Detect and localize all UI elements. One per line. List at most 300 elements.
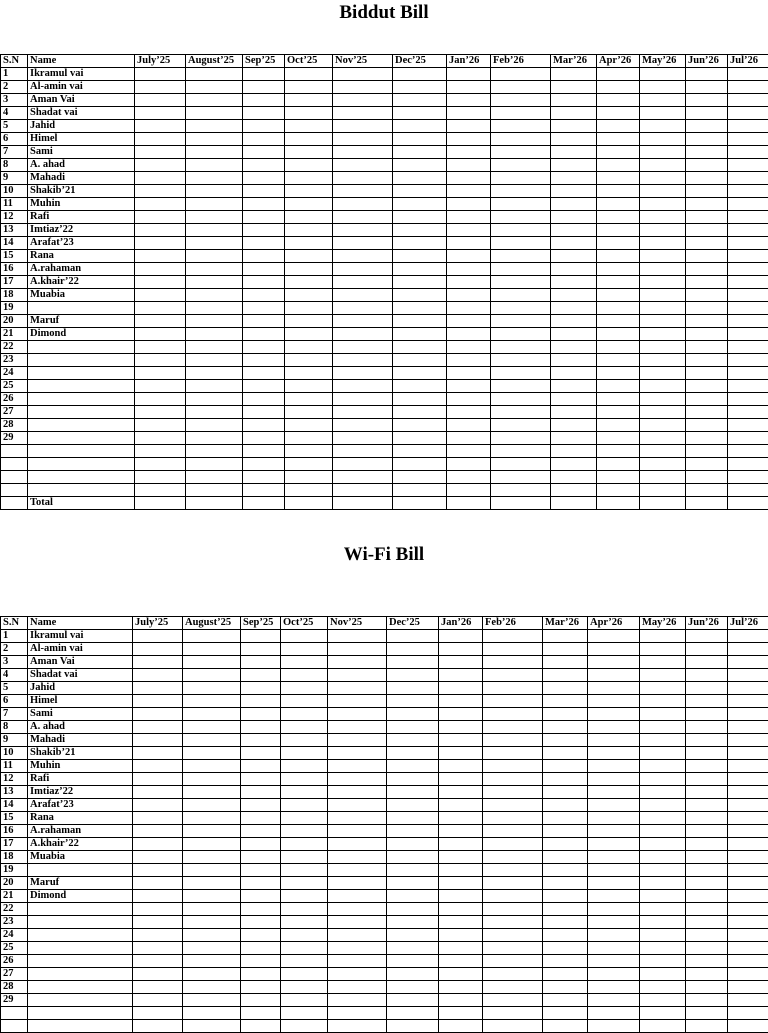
bill-amount-cell[interactable] <box>393 172 447 185</box>
bill-amount-cell[interactable] <box>186 263 243 276</box>
bill-amount-cell[interactable] <box>640 393 686 406</box>
bill-amount-cell[interactable] <box>640 432 686 445</box>
bill-amount-cell[interactable] <box>133 929 183 942</box>
bill-amount-cell[interactable] <box>439 682 483 695</box>
bill-amount-cell[interactable] <box>183 643 241 656</box>
bill-amount-cell[interactable] <box>447 497 491 510</box>
bill-amount-cell[interactable] <box>243 354 285 367</box>
bill-amount-cell[interactable] <box>328 799 387 812</box>
bill-amount-cell[interactable] <box>183 864 241 877</box>
bill-amount-cell[interactable] <box>551 146 597 159</box>
bill-amount-cell[interactable] <box>285 211 333 224</box>
bill-amount-cell[interactable] <box>439 1007 483 1020</box>
bill-amount-cell[interactable] <box>285 185 333 198</box>
bill-amount-cell[interactable] <box>640 107 686 120</box>
bill-amount-cell[interactable] <box>543 669 588 682</box>
bill-amount-cell[interactable] <box>640 211 686 224</box>
bill-amount-cell[interactable] <box>393 146 447 159</box>
bill-amount-cell[interactable] <box>686 354 728 367</box>
bill-amount-cell[interactable] <box>551 224 597 237</box>
bill-amount-cell[interactable] <box>728 1020 768 1033</box>
bill-amount-cell[interactable] <box>640 656 686 669</box>
bill-amount-cell[interactable] <box>728 825 768 838</box>
bill-amount-cell[interactable] <box>686 656 728 669</box>
bill-amount-cell[interactable] <box>551 120 597 133</box>
bill-amount-cell[interactable] <box>393 133 447 146</box>
bill-amount-cell[interactable] <box>551 393 597 406</box>
bill-amount-cell[interactable] <box>333 120 393 133</box>
bill-amount-cell[interactable] <box>241 1020 281 1033</box>
bill-amount-cell[interactable] <box>439 968 483 981</box>
bill-amount-cell[interactable] <box>447 393 491 406</box>
bill-amount-cell[interactable] <box>393 367 447 380</box>
bill-amount-cell[interactable] <box>543 942 588 955</box>
bill-amount-cell[interactable] <box>393 328 447 341</box>
bill-amount-cell[interactable] <box>728 146 768 159</box>
bill-amount-cell[interactable] <box>439 864 483 877</box>
bill-amount-cell[interactable] <box>491 133 551 146</box>
bill-amount-cell[interactable] <box>387 669 439 682</box>
bill-amount-cell[interactable] <box>597 172 640 185</box>
bill-amount-cell[interactable] <box>597 237 640 250</box>
bill-amount-cell[interactable] <box>483 708 543 721</box>
bill-amount-cell[interactable] <box>491 120 551 133</box>
bill-amount-cell[interactable] <box>439 630 483 643</box>
bill-amount-cell[interactable] <box>133 851 183 864</box>
bill-amount-cell[interactable] <box>640 237 686 250</box>
bill-amount-cell[interactable] <box>447 484 491 497</box>
bill-amount-cell[interactable] <box>483 942 543 955</box>
bill-amount-cell[interactable] <box>597 211 640 224</box>
bill-amount-cell[interactable] <box>640 890 686 903</box>
bill-amount-cell[interactable] <box>241 929 281 942</box>
bill-amount-cell[interactable] <box>640 682 686 695</box>
bill-amount-cell[interactable] <box>281 773 328 786</box>
bill-amount-cell[interactable] <box>285 133 333 146</box>
bill-amount-cell[interactable] <box>243 107 285 120</box>
bill-amount-cell[interactable] <box>686 471 728 484</box>
bill-amount-cell[interactable] <box>333 185 393 198</box>
bill-amount-cell[interactable] <box>597 445 640 458</box>
bill-amount-cell[interactable] <box>387 656 439 669</box>
bill-amount-cell[interactable] <box>186 380 243 393</box>
bill-amount-cell[interactable] <box>491 341 551 354</box>
bill-amount-cell[interactable] <box>439 747 483 760</box>
bill-amount-cell[interactable] <box>588 799 640 812</box>
bill-amount-cell[interactable] <box>686 838 728 851</box>
bill-amount-cell[interactable] <box>285 406 333 419</box>
bill-amount-cell[interactable] <box>728 747 768 760</box>
bill-amount-cell[interactable] <box>393 406 447 419</box>
bill-amount-cell[interactable] <box>393 185 447 198</box>
bill-amount-cell[interactable] <box>243 198 285 211</box>
bill-amount-cell[interactable] <box>543 708 588 721</box>
bill-amount-cell[interactable] <box>135 133 186 146</box>
bill-amount-cell[interactable] <box>387 825 439 838</box>
bill-amount-cell[interactable] <box>686 250 728 263</box>
bill-amount-cell[interactable] <box>183 695 241 708</box>
bill-amount-cell[interactable] <box>597 224 640 237</box>
bill-amount-cell[interactable] <box>241 747 281 760</box>
bill-amount-cell[interactable] <box>728 393 768 406</box>
bill-amount-cell[interactable] <box>133 1007 183 1020</box>
bill-amount-cell[interactable] <box>640 929 686 942</box>
bill-amount-cell[interactable] <box>640 1020 686 1033</box>
bill-amount-cell[interactable] <box>447 146 491 159</box>
bill-amount-cell[interactable] <box>597 68 640 81</box>
bill-amount-cell[interactable] <box>285 445 333 458</box>
bill-amount-cell[interactable] <box>333 432 393 445</box>
bill-amount-cell[interactable] <box>491 471 551 484</box>
bill-amount-cell[interactable] <box>186 484 243 497</box>
bill-amount-cell[interactable] <box>728 734 768 747</box>
bill-amount-cell[interactable] <box>728 302 768 315</box>
bill-amount-cell[interactable] <box>588 825 640 838</box>
bill-amount-cell[interactable] <box>597 263 640 276</box>
bill-amount-cell[interactable] <box>186 159 243 172</box>
bill-amount-cell[interactable] <box>728 107 768 120</box>
bill-amount-cell[interactable] <box>640 380 686 393</box>
bill-amount-cell[interactable] <box>243 315 285 328</box>
bill-amount-cell[interactable] <box>439 799 483 812</box>
bill-amount-cell[interactable] <box>243 172 285 185</box>
bill-amount-cell[interactable] <box>640 812 686 825</box>
bill-amount-cell[interactable] <box>281 838 328 851</box>
bill-amount-cell[interactable] <box>281 877 328 890</box>
bill-amount-cell[interactable] <box>285 198 333 211</box>
bill-amount-cell[interactable] <box>686 1020 728 1033</box>
bill-amount-cell[interactable] <box>597 458 640 471</box>
bill-amount-cell[interactable] <box>483 734 543 747</box>
bill-amount-cell[interactable] <box>640 263 686 276</box>
bill-amount-cell[interactable] <box>551 419 597 432</box>
bill-amount-cell[interactable] <box>491 315 551 328</box>
bill-amount-cell[interactable] <box>135 185 186 198</box>
bill-amount-cell[interactable] <box>241 734 281 747</box>
bill-amount-cell[interactable] <box>483 721 543 734</box>
bill-amount-cell[interactable] <box>686 799 728 812</box>
bill-amount-cell[interactable] <box>728 851 768 864</box>
bill-amount-cell[interactable] <box>183 786 241 799</box>
bill-amount-cell[interactable] <box>133 864 183 877</box>
bill-amount-cell[interactable] <box>686 367 728 380</box>
bill-amount-cell[interactable] <box>333 445 393 458</box>
bill-amount-cell[interactable] <box>183 734 241 747</box>
bill-amount-cell[interactable] <box>447 289 491 302</box>
bill-amount-cell[interactable] <box>393 94 447 107</box>
bill-amount-cell[interactable] <box>393 341 447 354</box>
bill-amount-cell[interactable] <box>640 146 686 159</box>
bill-amount-cell[interactable] <box>551 94 597 107</box>
bill-amount-cell[interactable] <box>588 747 640 760</box>
bill-amount-cell[interactable] <box>243 341 285 354</box>
bill-amount-cell[interactable] <box>483 747 543 760</box>
bill-amount-cell[interactable] <box>243 81 285 94</box>
bill-amount-cell[interactable] <box>686 708 728 721</box>
bill-amount-cell[interactable] <box>328 1020 387 1033</box>
bill-amount-cell[interactable] <box>686 864 728 877</box>
bill-amount-cell[interactable] <box>728 419 768 432</box>
bill-amount-cell[interactable] <box>640 367 686 380</box>
bill-amount-cell[interactable] <box>491 211 551 224</box>
bill-amount-cell[interactable] <box>640 471 686 484</box>
bill-amount-cell[interactable] <box>333 471 393 484</box>
bill-amount-cell[interactable] <box>728 812 768 825</box>
bill-amount-cell[interactable] <box>588 786 640 799</box>
bill-amount-cell[interactable] <box>686 445 728 458</box>
bill-amount-cell[interactable] <box>597 81 640 94</box>
bill-amount-cell[interactable] <box>186 445 243 458</box>
bill-amount-cell[interactable] <box>543 968 588 981</box>
bill-amount-cell[interactable] <box>491 185 551 198</box>
bill-amount-cell[interactable] <box>133 916 183 929</box>
bill-amount-cell[interactable] <box>686 497 728 510</box>
bill-amount-cell[interactable] <box>728 250 768 263</box>
bill-amount-cell[interactable] <box>640 81 686 94</box>
bill-amount-cell[interactable] <box>241 695 281 708</box>
bill-amount-cell[interactable] <box>135 198 186 211</box>
bill-amount-cell[interactable] <box>328 838 387 851</box>
bill-amount-cell[interactable] <box>328 721 387 734</box>
bill-amount-cell[interactable] <box>333 276 393 289</box>
bill-amount-cell[interactable] <box>285 315 333 328</box>
bill-amount-cell[interactable] <box>186 107 243 120</box>
bill-amount-cell[interactable] <box>241 682 281 695</box>
bill-amount-cell[interactable] <box>447 198 491 211</box>
bill-amount-cell[interactable] <box>285 94 333 107</box>
bill-amount-cell[interactable] <box>241 708 281 721</box>
bill-amount-cell[interactable] <box>393 484 447 497</box>
bill-amount-cell[interactable] <box>393 198 447 211</box>
bill-amount-cell[interactable] <box>387 682 439 695</box>
bill-amount-cell[interactable] <box>640 747 686 760</box>
bill-amount-cell[interactable] <box>686 903 728 916</box>
bill-amount-cell[interactable] <box>439 656 483 669</box>
bill-amount-cell[interactable] <box>186 172 243 185</box>
bill-amount-cell[interactable] <box>728 224 768 237</box>
bill-amount-cell[interactable] <box>135 406 186 419</box>
bill-amount-cell[interactable] <box>241 773 281 786</box>
bill-amount-cell[interactable] <box>447 354 491 367</box>
bill-amount-cell[interactable] <box>439 838 483 851</box>
bill-amount-cell[interactable] <box>387 916 439 929</box>
bill-amount-cell[interactable] <box>135 159 186 172</box>
bill-amount-cell[interactable] <box>439 942 483 955</box>
bill-amount-cell[interactable] <box>483 630 543 643</box>
bill-amount-cell[interactable] <box>597 94 640 107</box>
bill-amount-cell[interactable] <box>686 432 728 445</box>
bill-amount-cell[interactable] <box>333 354 393 367</box>
bill-amount-cell[interactable] <box>447 172 491 185</box>
bill-amount-cell[interactable] <box>281 968 328 981</box>
bill-amount-cell[interactable] <box>543 1007 588 1020</box>
bill-amount-cell[interactable] <box>551 497 597 510</box>
bill-amount-cell[interactable] <box>281 942 328 955</box>
bill-amount-cell[interactable] <box>135 445 186 458</box>
bill-amount-cell[interactable] <box>241 786 281 799</box>
bill-amount-cell[interactable] <box>588 916 640 929</box>
bill-amount-cell[interactable] <box>640 968 686 981</box>
bill-amount-cell[interactable] <box>281 1007 328 1020</box>
bill-amount-cell[interactable] <box>133 630 183 643</box>
bill-amount-cell[interactable] <box>183 890 241 903</box>
bill-amount-cell[interactable] <box>285 367 333 380</box>
bill-amount-cell[interactable] <box>285 393 333 406</box>
bill-amount-cell[interactable] <box>186 94 243 107</box>
bill-amount-cell[interactable] <box>728 942 768 955</box>
bill-amount-cell[interactable] <box>483 968 543 981</box>
bill-amount-cell[interactable] <box>640 198 686 211</box>
bill-amount-cell[interactable] <box>328 773 387 786</box>
bill-amount-cell[interactable] <box>640 916 686 929</box>
bill-amount-cell[interactable] <box>387 812 439 825</box>
bill-amount-cell[interactable] <box>728 380 768 393</box>
bill-amount-cell[interactable] <box>447 276 491 289</box>
bill-amount-cell[interactable] <box>597 198 640 211</box>
bill-amount-cell[interactable] <box>728 211 768 224</box>
bill-amount-cell[interactable] <box>597 302 640 315</box>
bill-amount-cell[interactable] <box>728 786 768 799</box>
bill-amount-cell[interactable] <box>728 120 768 133</box>
bill-amount-cell[interactable] <box>333 237 393 250</box>
bill-amount-cell[interactable] <box>588 877 640 890</box>
bill-amount-cell[interactable] <box>133 799 183 812</box>
bill-amount-cell[interactable] <box>135 419 186 432</box>
bill-amount-cell[interactable] <box>387 968 439 981</box>
bill-amount-cell[interactable] <box>447 471 491 484</box>
bill-amount-cell[interactable] <box>393 81 447 94</box>
bill-amount-cell[interactable] <box>333 406 393 419</box>
bill-amount-cell[interactable] <box>551 263 597 276</box>
bill-amount-cell[interactable] <box>186 133 243 146</box>
bill-amount-cell[interactable] <box>447 185 491 198</box>
bill-amount-cell[interactable] <box>333 367 393 380</box>
bill-amount-cell[interactable] <box>551 133 597 146</box>
bill-amount-cell[interactable] <box>483 695 543 708</box>
bill-amount-cell[interactable] <box>728 328 768 341</box>
bill-amount-cell[interactable] <box>728 445 768 458</box>
bill-amount-cell[interactable] <box>597 393 640 406</box>
bill-amount-cell[interactable] <box>333 146 393 159</box>
bill-amount-cell[interactable] <box>285 159 333 172</box>
bill-amount-cell[interactable] <box>183 708 241 721</box>
bill-amount-cell[interactable] <box>387 942 439 955</box>
bill-amount-cell[interactable] <box>183 851 241 864</box>
bill-amount-cell[interactable] <box>285 120 333 133</box>
bill-amount-cell[interactable] <box>393 120 447 133</box>
bill-amount-cell[interactable] <box>543 838 588 851</box>
bill-amount-cell[interactable] <box>686 669 728 682</box>
bill-amount-cell[interactable] <box>447 237 491 250</box>
bill-amount-cell[interactable] <box>281 890 328 903</box>
bill-amount-cell[interactable] <box>281 630 328 643</box>
bill-amount-cell[interactable] <box>135 224 186 237</box>
bill-amount-cell[interactable] <box>241 1007 281 1020</box>
bill-amount-cell[interactable] <box>135 250 186 263</box>
bill-amount-cell[interactable] <box>133 994 183 1007</box>
bill-amount-cell[interactable] <box>135 120 186 133</box>
bill-amount-cell[interactable] <box>588 695 640 708</box>
bill-amount-cell[interactable] <box>328 643 387 656</box>
bill-amount-cell[interactable] <box>543 773 588 786</box>
bill-amount-cell[interactable] <box>728 263 768 276</box>
bill-amount-cell[interactable] <box>439 773 483 786</box>
bill-amount-cell[interactable] <box>640 799 686 812</box>
bill-amount-cell[interactable] <box>328 916 387 929</box>
bill-amount-cell[interactable] <box>543 955 588 968</box>
bill-amount-cell[interactable] <box>243 120 285 133</box>
bill-amount-cell[interactable] <box>387 903 439 916</box>
bill-amount-cell[interactable] <box>183 838 241 851</box>
bill-amount-cell[interactable] <box>135 211 186 224</box>
bill-amount-cell[interactable] <box>551 380 597 393</box>
bill-amount-cell[interactable] <box>186 211 243 224</box>
bill-amount-cell[interactable] <box>640 981 686 994</box>
bill-amount-cell[interactable] <box>439 981 483 994</box>
bill-amount-cell[interactable] <box>135 315 186 328</box>
bill-amount-cell[interactable] <box>135 237 186 250</box>
bill-amount-cell[interactable] <box>588 890 640 903</box>
bill-amount-cell[interactable] <box>387 851 439 864</box>
bill-amount-cell[interactable] <box>597 159 640 172</box>
bill-amount-cell[interactable] <box>483 916 543 929</box>
bill-amount-cell[interactable] <box>285 354 333 367</box>
bill-amount-cell[interactable] <box>447 406 491 419</box>
bill-amount-cell[interactable] <box>491 302 551 315</box>
bill-amount-cell[interactable] <box>728 630 768 643</box>
bill-amount-cell[interactable] <box>640 120 686 133</box>
bill-amount-cell[interactable] <box>686 237 728 250</box>
bill-amount-cell[interactable] <box>186 120 243 133</box>
bill-amount-cell[interactable] <box>551 276 597 289</box>
bill-amount-cell[interactable] <box>393 432 447 445</box>
bill-amount-cell[interactable] <box>241 838 281 851</box>
bill-amount-cell[interactable] <box>640 773 686 786</box>
bill-amount-cell[interactable] <box>183 903 241 916</box>
bill-amount-cell[interactable] <box>728 643 768 656</box>
bill-amount-cell[interactable] <box>439 994 483 1007</box>
bill-amount-cell[interactable] <box>543 643 588 656</box>
bill-amount-cell[interactable] <box>135 172 186 185</box>
bill-amount-cell[interactable] <box>686 760 728 773</box>
bill-amount-cell[interactable] <box>439 1020 483 1033</box>
bill-amount-cell[interactable] <box>597 185 640 198</box>
bill-amount-cell[interactable] <box>186 367 243 380</box>
bill-amount-cell[interactable] <box>243 224 285 237</box>
bill-amount-cell[interactable] <box>483 864 543 877</box>
bill-amount-cell[interactable] <box>597 146 640 159</box>
bill-amount-cell[interactable] <box>543 864 588 877</box>
bill-amount-cell[interactable] <box>186 224 243 237</box>
bill-amount-cell[interactable] <box>483 981 543 994</box>
bill-amount-cell[interactable] <box>135 289 186 302</box>
bill-amount-cell[interactable] <box>728 656 768 669</box>
bill-amount-cell[interactable] <box>588 903 640 916</box>
bill-amount-cell[interactable] <box>135 81 186 94</box>
bill-amount-cell[interactable] <box>285 146 333 159</box>
bill-amount-cell[interactable] <box>491 146 551 159</box>
bill-amount-cell[interactable] <box>285 68 333 81</box>
bill-amount-cell[interactable] <box>588 643 640 656</box>
bill-amount-cell[interactable] <box>333 458 393 471</box>
bill-amount-cell[interactable] <box>551 68 597 81</box>
bill-amount-cell[interactable] <box>135 68 186 81</box>
bill-amount-cell[interactable] <box>483 786 543 799</box>
bill-amount-cell[interactable] <box>728 695 768 708</box>
bill-amount-cell[interactable] <box>328 695 387 708</box>
bill-amount-cell[interactable] <box>328 981 387 994</box>
bill-amount-cell[interactable] <box>686 172 728 185</box>
